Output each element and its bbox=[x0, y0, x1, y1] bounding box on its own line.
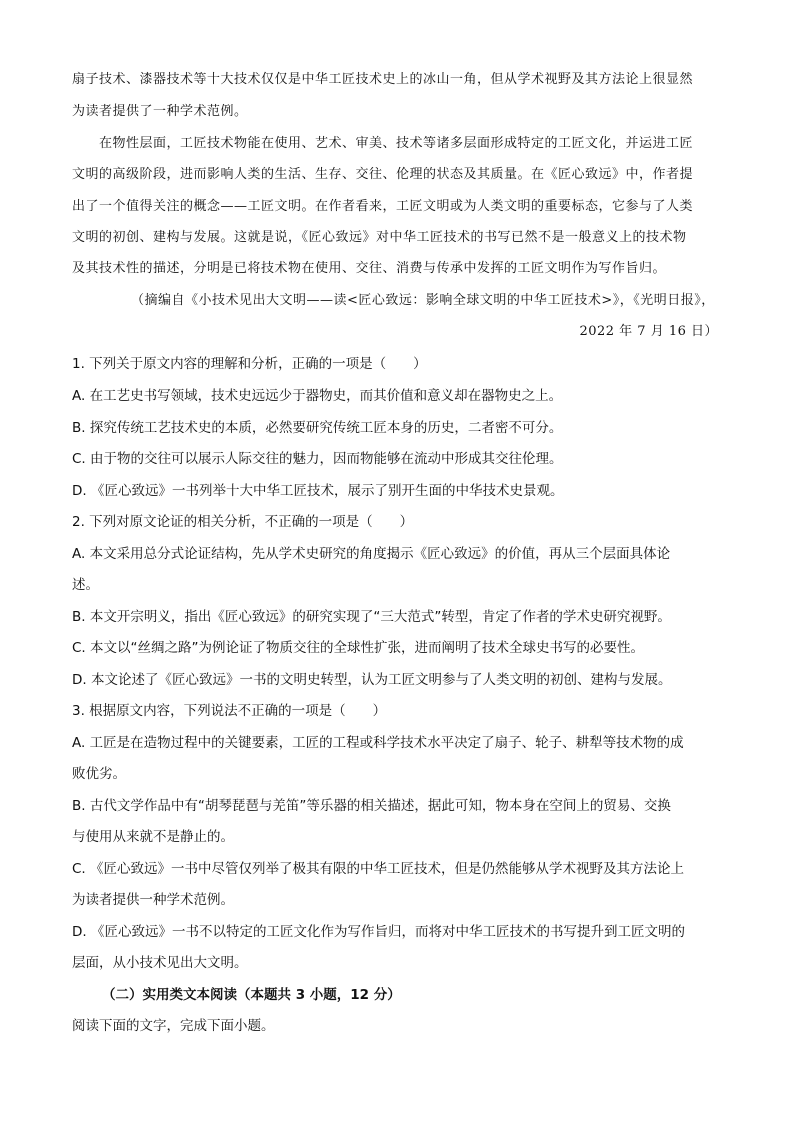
option-d-continued: 层面，从小技术见出大文明。 bbox=[72, 955, 248, 971]
option-c: C. 由于物的交往可以展示人际交往的魅力，因而物能够在流动中形成其交往伦理。 bbox=[72, 451, 563, 467]
option-c: C. 本文以“丝绸之路”为例论证了物质交往的全球性扩张，进而阐明了技术全球史书写的必要性。 bbox=[72, 640, 644, 656]
option-c: C. 《匠心致远》一书中尽管仅列举了极其有限的中华工匠技术，但是仍然能够从学术视野及其方法论上 bbox=[72, 861, 685, 877]
option-d: D. 《匠心致远》一书不以特定的工匠文化作为写作旨归，而将对中华工匠技术的书写提升到工匠文明的 bbox=[72, 924, 685, 940]
question-stem: 3. 根据原文内容，下列说法不正确的一项是（ ） bbox=[72, 703, 387, 719]
passage-text: 为读者提供了一种学术范例。 bbox=[72, 104, 248, 119]
option-b: B. 古代文学作品中有“胡琴琵琶与羌笛”等乐器的相关描述，据此可知，物本身在空间上的贸易、交换 bbox=[72, 798, 671, 814]
passage-text: 在物性层面，工匠技术物能在使用、艺术、审美、技术等诸多层面形成特定的工匠文化，并运进工匠 bbox=[99, 136, 694, 151]
option-a-continued: 述。 bbox=[72, 577, 99, 593]
option-b: B. 本文开宗明义，指出《匠心致远》的研究实现了“三大范式”转型，肯定了作者的学术史研究视野。 bbox=[72, 609, 671, 625]
source-citation: （摘编自《小技术见出大文明——读<匠心致远：影响全球文明的中华工匠技术>》，《光明日报》， bbox=[131, 293, 715, 308]
option-d: D. 《匠心致远》一书列举十大中华工匠技术，展示了别开生面的中华技术史景观。 bbox=[72, 483, 564, 499]
passage-text: 文明的初创、建构与发展。这就是说，《匠心致远》对中华工匠技术的书写已然不是一般意义上的技术物 bbox=[72, 230, 687, 245]
section-instruction: 阅读下面的文字，完成下面小题。 bbox=[72, 1018, 275, 1034]
option-a: A. 本文采用总分式论证结构，先从学术史研究的角度揭示《匠心致远》的价值，再从三个层面具体论 bbox=[72, 546, 671, 562]
section-heading: （二）实用类文本阅读（本题共 3 小题，12 分） bbox=[102, 987, 401, 1003]
option-b-continued: 与使用从来就不是静止的。 bbox=[72, 829, 234, 845]
passage-text: 扇子技术、漆器技术等十大技术仅仅是中华工匠技术史上的冰山一角，但从学术视野及其方法论上很显然 bbox=[72, 72, 694, 87]
option-c-continued: 为读者提供一种学术范例。 bbox=[72, 892, 234, 908]
question-stem: 1. 下列关于原文内容的理解和分析，正确的一项是（ ） bbox=[72, 356, 427, 372]
passage-text: 及其技术性的描述，分明是已将技术物在使用、交往、消费与传承中发挥的工匠文明作为写作旨归。 bbox=[72, 261, 667, 276]
passage-text: 出了一个值得关注的概念——工匠文明。在作者看来，工匠文明或为人类文明的重要标态，它参与了人类 bbox=[72, 199, 694, 214]
option-a: A. 在工艺史书写领域，技术史远远少于器物史，而其价值和意义却在器物史之上。 bbox=[72, 388, 563, 404]
option-b: B. 探究传统工艺技术史的本质，必然要研究传统工匠本身的历史，二者密不可分。 bbox=[72, 420, 563, 436]
option-a: A. 工匠是在造物过程中的关键要素，工匠的工程或科学技术水平决定了扇子、轮子、耕犁等技术物的成 bbox=[72, 735, 684, 751]
question-stem: 2. 下列对原文论证的相关分析，不正确的一项是（ ） bbox=[72, 514, 414, 530]
option-d: D. 本文论述了《匠心致远》一书的文明史转型，认为工匠文明参与了人类文明的初创、建构与发展。 bbox=[72, 672, 672, 688]
source-citation-date: 2022 年 7 月 16 日） bbox=[579, 324, 718, 339]
option-a-continued: 败优劣。 bbox=[72, 766, 126, 782]
passage-text: 文明的高级阶段，进而影响人类的生活、生存、交往、伦理的状态及其质量。在《匠心致远》中，作者提 bbox=[72, 167, 694, 182]
